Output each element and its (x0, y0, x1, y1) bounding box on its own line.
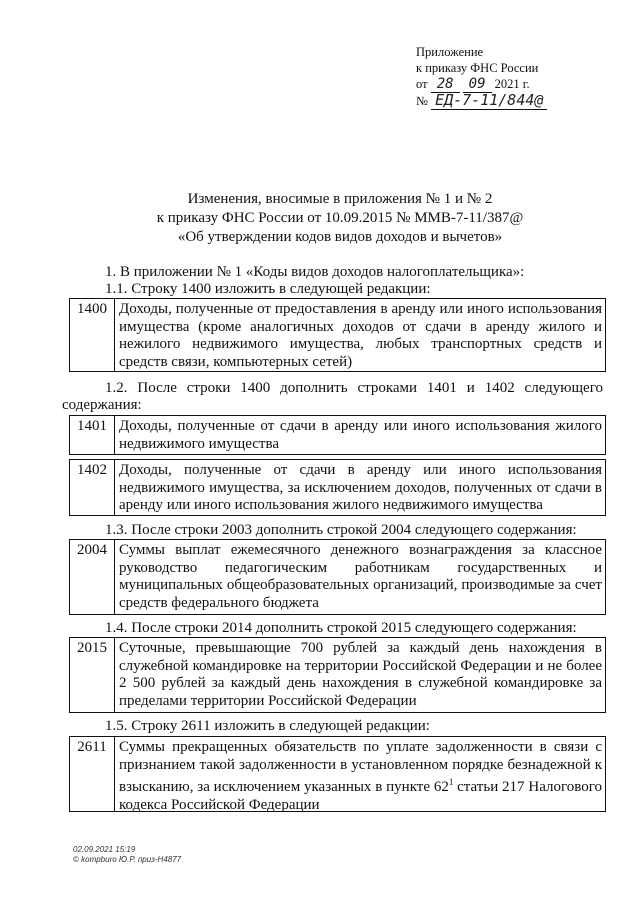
row-text: Доходы, полученные от предоставления в аренду или иного использования имущества (кроме аналогичных доходов от сдачи в аренду жилого и нежилого недвижимого имущества, любых транспортных средств и средств связи, компьютерных сетей) (119, 301, 602, 370)
row-code: 2004 (70, 540, 115, 614)
section-1: 1. В приложении № 1 «Коды видов доходов налогоплательщика»: (105, 264, 525, 280)
table-row-2004 (69, 539, 606, 615)
appendix-order: к приказу ФНС России (416, 61, 539, 75)
item-1-1: 1.1. Строку 1400 изложить в следующей редакции: (105, 281, 431, 297)
row-text: Суточные, превышающие 700 рублей за каждый день нахождения в служебной командировке на территории Российской Федерации и не более 2 500 рублей за каждый день нахождения в служебной командировке за пределами территории Российской Федерации (119, 640, 602, 709)
row-code: 1401 (70, 416, 115, 454)
row-text: Доходы, полученные от сдачи в аренду или иного использования жилого недвижимого имущества (119, 418, 602, 452)
table-row-1400 (69, 298, 606, 372)
row-code: 1400 (70, 299, 115, 371)
appendix-block (416, 44, 547, 109)
table-row-1401 (69, 415, 606, 455)
row-text: Суммы прекращенных обязательств по уплате задолженности в связи с признанием такой задолженности в установленном порядке безнадежной к взысканию, за исключением указанных в пункте $62^1$ статьи 217 Налогового кодекса Российской Федерации (119, 739, 603, 813)
footnote-superscript: 1 (448, 777, 454, 787)
document-title: Изменения, вносимые в приложения № 1 и № 2 к приказу ФНС России от 10.09.2015 № ММВ-7-11/387@ «Об утверждении кодов видов доходов и вычетов» (156, 191, 524, 245)
row-code: 2611 (70, 737, 115, 811)
row-text: Суммы выплат ежемесячного денежного вознаграждения за классное руководство педагогическим работникам государственных и муниципальных общеобразовательных организаций, производимые за счет средств федерального бюджета (119, 542, 602, 611)
footer-operator: © kompburo Ю.Р. приз-Н4877 (73, 855, 182, 864)
appendix-date: от 28 09 2021 г. (416, 76, 530, 92)
table-row-1402 (69, 459, 606, 516)
handwritten-month: 09 (463, 76, 492, 93)
row-code: 2015 (70, 638, 115, 712)
handwritten-day: 28 (431, 76, 460, 93)
item-1-2-cont: содержания: (62, 397, 142, 413)
footer-timestamp: 02.09.2021 15:19 (73, 845, 136, 854)
row-code: 1402 (70, 460, 115, 515)
table-row-2611 (69, 736, 606, 812)
item-1-3: 1.3. После строки 2003 дополнить строкой 2004 следующего содержания: (105, 522, 577, 538)
appendix-number: № ЕД-7-11/844@ (416, 92, 547, 109)
item-1-4: 1.4. После строки 2014 дополнить строкой 2015 следующего содержания: (105, 620, 577, 636)
footer-stamp (73, 845, 181, 865)
table-row-2015 (69, 637, 606, 713)
handwritten-number: ЕД-7-11/844@ (431, 91, 547, 110)
item-1-2: 1.2. После строки 1400 дополнить строками 1401 и 1402 следующего (105, 380, 603, 396)
appendix-title: Приложение (416, 45, 484, 59)
row-text: Доходы, полученные от сдачи в аренду или иного использования недвижимого имущества, за исключением доходов, полученных от сдачи в аренду или иного использования жилого недвижимого имущества (119, 462, 602, 513)
item-1-5: 1.5. Строку 2611 изложить в следующей редакции: (105, 718, 430, 734)
